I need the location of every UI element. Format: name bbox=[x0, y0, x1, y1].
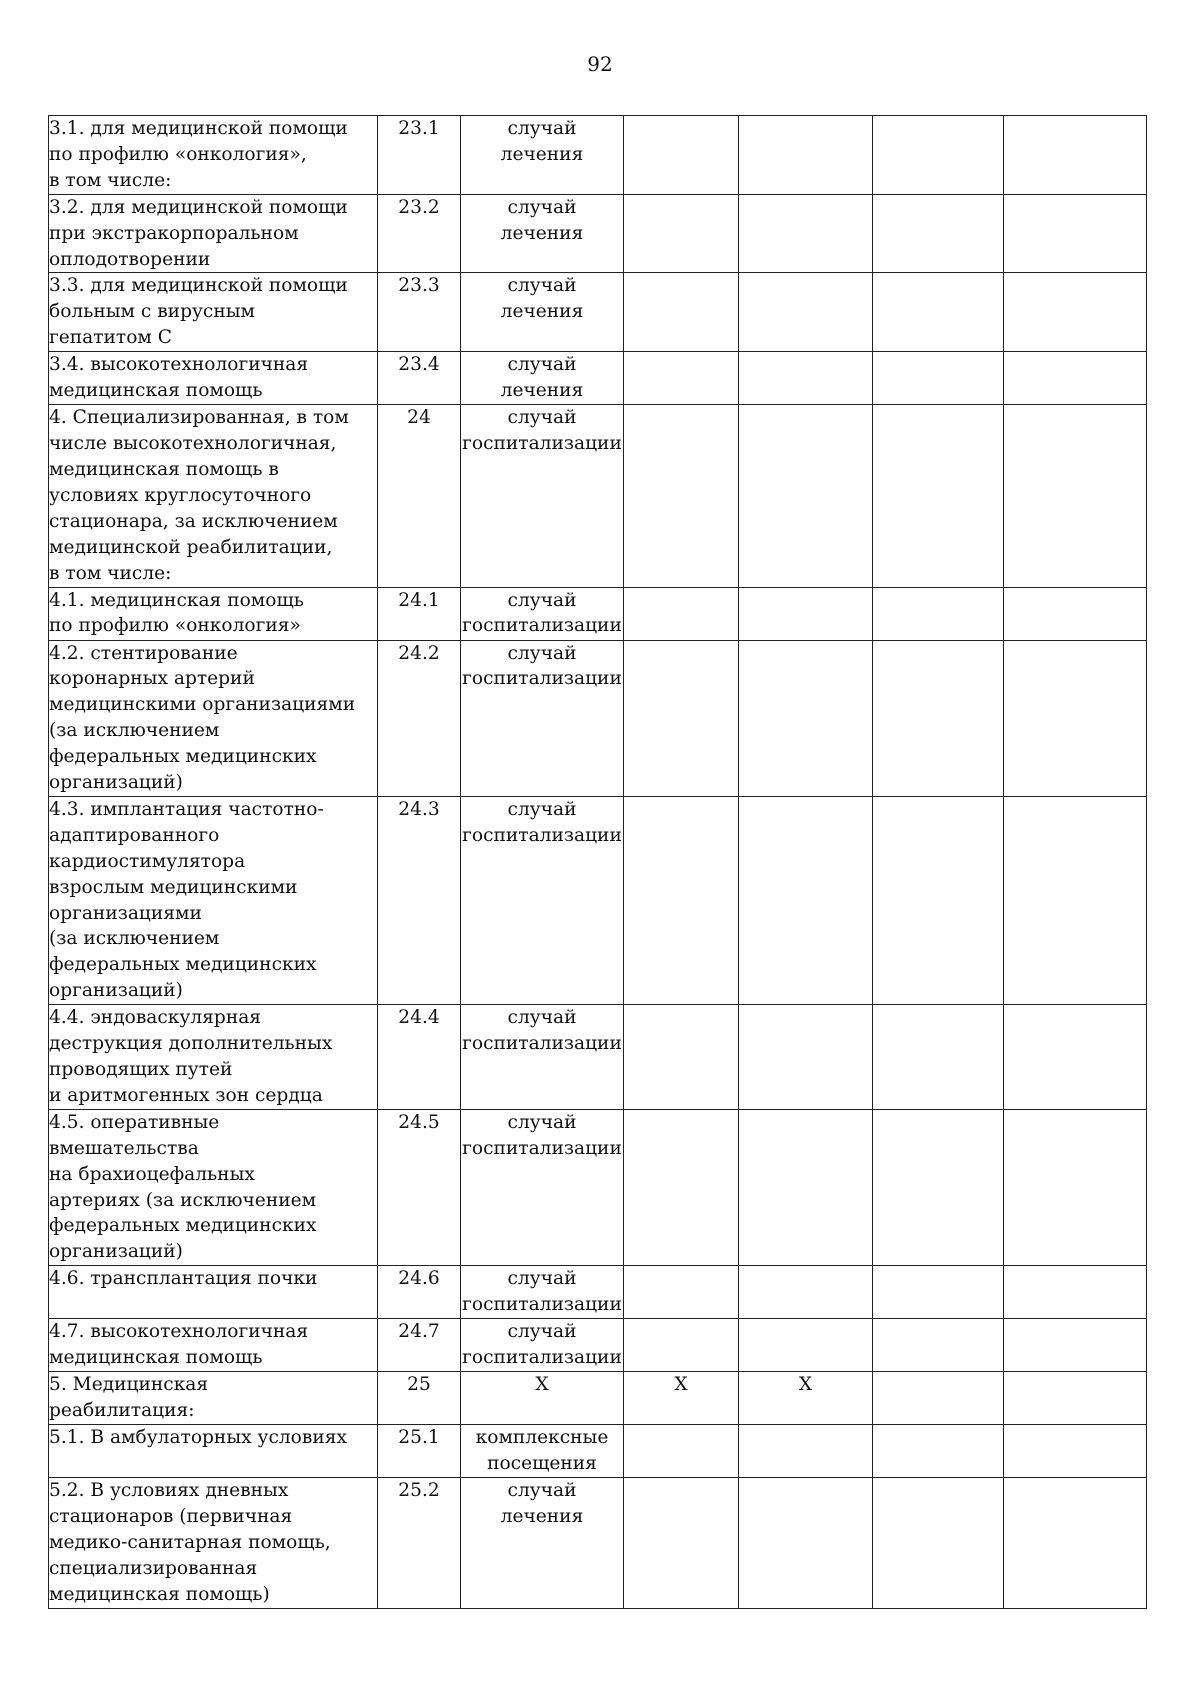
row-value-cell-6 bbox=[873, 1478, 1004, 1609]
row-value-cell-5 bbox=[739, 1005, 873, 1110]
row-value-cell-7 bbox=[1004, 1372, 1147, 1425]
row-value-cell-6 bbox=[873, 796, 1004, 1004]
row-value-cell-4 bbox=[624, 1266, 739, 1319]
table-row bbox=[49, 1425, 1147, 1478]
row-name-cell: 5.1. В амбулаторных условиях bbox=[49, 1425, 378, 1478]
row-value-cell-5: Х bbox=[739, 1372, 873, 1425]
row-value-cell-4 bbox=[624, 640, 739, 796]
table-row bbox=[49, 352, 1147, 405]
row-value-cell-6 bbox=[873, 1372, 1004, 1425]
row-name-cell: 4.1. медицинская помощь по профилю «онкология» bbox=[49, 587, 378, 640]
row-value-cell-6 bbox=[873, 116, 1004, 195]
table-row bbox=[49, 796, 1147, 1004]
row-unit-cell: случай лечения bbox=[461, 116, 624, 195]
row-value-cell-7 bbox=[1004, 1319, 1147, 1372]
row-value-cell-4 bbox=[624, 273, 739, 352]
row-value-cell-6 bbox=[873, 1005, 1004, 1110]
row-value-cell-7 bbox=[1004, 116, 1147, 195]
row-value-cell-4 bbox=[624, 116, 739, 195]
row-name-cell: 5.2. В условиях дневных стационаров (первичная медико-санитарная помощь, специализированная медицинская помощь) bbox=[49, 1478, 378, 1609]
row-unit-cell: случай госпитализации bbox=[461, 1005, 624, 1110]
row-value-cell-6 bbox=[873, 1425, 1004, 1478]
row-value-cell-7 bbox=[1004, 1425, 1147, 1478]
row-value-cell-5 bbox=[739, 273, 873, 352]
row-name-cell: 3.3. для медицинской помощи больным с вирусным гепатитом С bbox=[49, 273, 378, 352]
row-value-cell-4: Х bbox=[624, 1372, 739, 1425]
data-table bbox=[48, 115, 1147, 1609]
table-row bbox=[49, 405, 1147, 587]
row-value-cell-6 bbox=[873, 1319, 1004, 1372]
row-value-cell-4 bbox=[624, 587, 739, 640]
row-value-cell-4 bbox=[624, 1425, 739, 1478]
row-value-cell-7 bbox=[1004, 273, 1147, 352]
row-value-cell-4 bbox=[624, 1109, 739, 1265]
row-number-cell: 23.4 bbox=[378, 352, 461, 405]
table-row bbox=[49, 1005, 1147, 1110]
table-row bbox=[49, 587, 1147, 640]
row-value-cell-6 bbox=[873, 1266, 1004, 1319]
row-value-cell-7 bbox=[1004, 640, 1147, 796]
row-unit-cell: комплексные посещения bbox=[461, 1425, 624, 1478]
table-row bbox=[49, 1478, 1147, 1609]
row-unit-cell: случай лечения bbox=[461, 352, 624, 405]
row-value-cell-5 bbox=[739, 116, 873, 195]
row-value-cell-5 bbox=[739, 352, 873, 405]
row-value-cell-5 bbox=[739, 587, 873, 640]
row-number-cell: 23.2 bbox=[378, 194, 461, 273]
row-number-cell: 25.2 bbox=[378, 1478, 461, 1609]
table-row bbox=[49, 1266, 1147, 1319]
row-value-cell-7 bbox=[1004, 352, 1147, 405]
row-value-cell-4 bbox=[624, 1319, 739, 1372]
row-value-cell-4 bbox=[624, 1478, 739, 1609]
row-value-cell-4 bbox=[624, 405, 739, 587]
row-value-cell-5 bbox=[739, 1478, 873, 1609]
row-number-cell: 25.1 bbox=[378, 1425, 461, 1478]
row-name-cell: 4.5. оперативные вмешательства на брахиоцефальных артериях (за исключением федеральных медицинских организаций) bbox=[49, 1109, 378, 1265]
row-name-cell: 4.4. эндоваскулярная деструкция дополнительных проводящих путей и аритмогенных зон сердца bbox=[49, 1005, 378, 1110]
row-value-cell-7 bbox=[1004, 1005, 1147, 1110]
row-name-cell: 5. Медицинская реабилитация: bbox=[49, 1372, 378, 1425]
row-value-cell-6 bbox=[873, 1109, 1004, 1265]
row-unit-cell: случай госпитализации bbox=[461, 587, 624, 640]
row-unit-cell: случай госпитализации bbox=[461, 1319, 624, 1372]
row-value-cell-4 bbox=[624, 194, 739, 273]
row-name-cell: 4.6. трансплантация почки bbox=[49, 1266, 378, 1319]
row-value-cell-5 bbox=[739, 640, 873, 796]
row-unit-cell: Х bbox=[461, 1372, 624, 1425]
row-number-cell: 24.2 bbox=[378, 640, 461, 796]
row-unit-cell: случай госпитализации bbox=[461, 796, 624, 1004]
row-name-cell: 3.4. высокотехнологичная медицинская помощь bbox=[49, 352, 378, 405]
table-row bbox=[49, 194, 1147, 273]
row-value-cell-5 bbox=[739, 405, 873, 587]
row-value-cell-5 bbox=[739, 1109, 873, 1265]
row-value-cell-5 bbox=[739, 194, 873, 273]
row-value-cell-7 bbox=[1004, 194, 1147, 273]
row-number-cell: 24.4 bbox=[378, 1005, 461, 1110]
table-row bbox=[49, 640, 1147, 796]
row-number-cell: 24.5 bbox=[378, 1109, 461, 1265]
row-number-cell: 24.7 bbox=[378, 1319, 461, 1372]
row-number-cell: 23.1 bbox=[378, 116, 461, 195]
row-value-cell-7 bbox=[1004, 1266, 1147, 1319]
row-value-cell-4 bbox=[624, 796, 739, 1004]
row-value-cell-7 bbox=[1004, 587, 1147, 640]
row-name-cell: 4.3. имплантация частотно- адаптированного кардиостимулятора взрослым медицинскими организациями (за исключением федеральных медицинских организаций) bbox=[49, 796, 378, 1004]
row-value-cell-7 bbox=[1004, 1478, 1147, 1609]
row-value-cell-7 bbox=[1004, 796, 1147, 1004]
row-value-cell-4 bbox=[624, 352, 739, 405]
row-value-cell-5 bbox=[739, 1425, 873, 1478]
table-row bbox=[49, 273, 1147, 352]
row-name-cell: 4.7. высокотехнологичная медицинская помощь bbox=[49, 1319, 378, 1372]
row-unit-cell: случай лечения bbox=[461, 194, 624, 273]
row-number-cell: 24.1 bbox=[378, 587, 461, 640]
row-value-cell-6 bbox=[873, 352, 1004, 405]
row-value-cell-6 bbox=[873, 587, 1004, 640]
row-unit-cell: случай лечения bbox=[461, 273, 624, 352]
table-row bbox=[49, 1319, 1147, 1372]
row-unit-cell: случай госпитализации bbox=[461, 1109, 624, 1265]
row-number-cell: 24 bbox=[378, 405, 461, 587]
row-name-cell: 3.1. для медицинской помощи по профилю «онкология», в том числе: bbox=[49, 116, 378, 195]
row-value-cell-6 bbox=[873, 405, 1004, 587]
row-value-cell-7 bbox=[1004, 1109, 1147, 1265]
row-value-cell-7 bbox=[1004, 405, 1147, 587]
row-unit-cell: случай лечения bbox=[461, 1478, 624, 1609]
table-row bbox=[49, 116, 1147, 195]
row-value-cell-6 bbox=[873, 640, 1004, 796]
row-name-cell: 4. Специализированная, в том числе высокотехнологичная, медицинская помощь в условиях круглосуточного стационара, за исключением медицинской реабилитации, в том числе: bbox=[49, 405, 378, 587]
row-unit-cell: случай госпитализации bbox=[461, 640, 624, 796]
row-unit-cell: случай госпитализации bbox=[461, 1266, 624, 1319]
table-row bbox=[49, 1372, 1147, 1425]
page-number: 92 bbox=[587, 52, 613, 76]
row-name-cell: 3.2. для медицинской помощи при экстракорпоральном оплодотворении bbox=[49, 194, 378, 273]
row-value-cell-4 bbox=[624, 1005, 739, 1110]
row-value-cell-5 bbox=[739, 1266, 873, 1319]
row-value-cell-6 bbox=[873, 273, 1004, 352]
table-row bbox=[49, 1109, 1147, 1265]
row-value-cell-6 bbox=[873, 194, 1004, 273]
row-number-cell: 23.3 bbox=[378, 273, 461, 352]
row-name-cell: 4.2. стентирование коронарных артерий медицинскими организациями (за исключением федеральных медицинских организаций) bbox=[49, 640, 378, 796]
row-number-cell: 25 bbox=[378, 1372, 461, 1425]
table-body bbox=[49, 116, 1147, 1609]
row-value-cell-5 bbox=[739, 1319, 873, 1372]
row-unit-cell: случай госпитализации bbox=[461, 405, 624, 587]
row-number-cell: 24.6 bbox=[378, 1266, 461, 1319]
row-number-cell: 24.3 bbox=[378, 796, 461, 1004]
row-value-cell-5 bbox=[739, 796, 873, 1004]
